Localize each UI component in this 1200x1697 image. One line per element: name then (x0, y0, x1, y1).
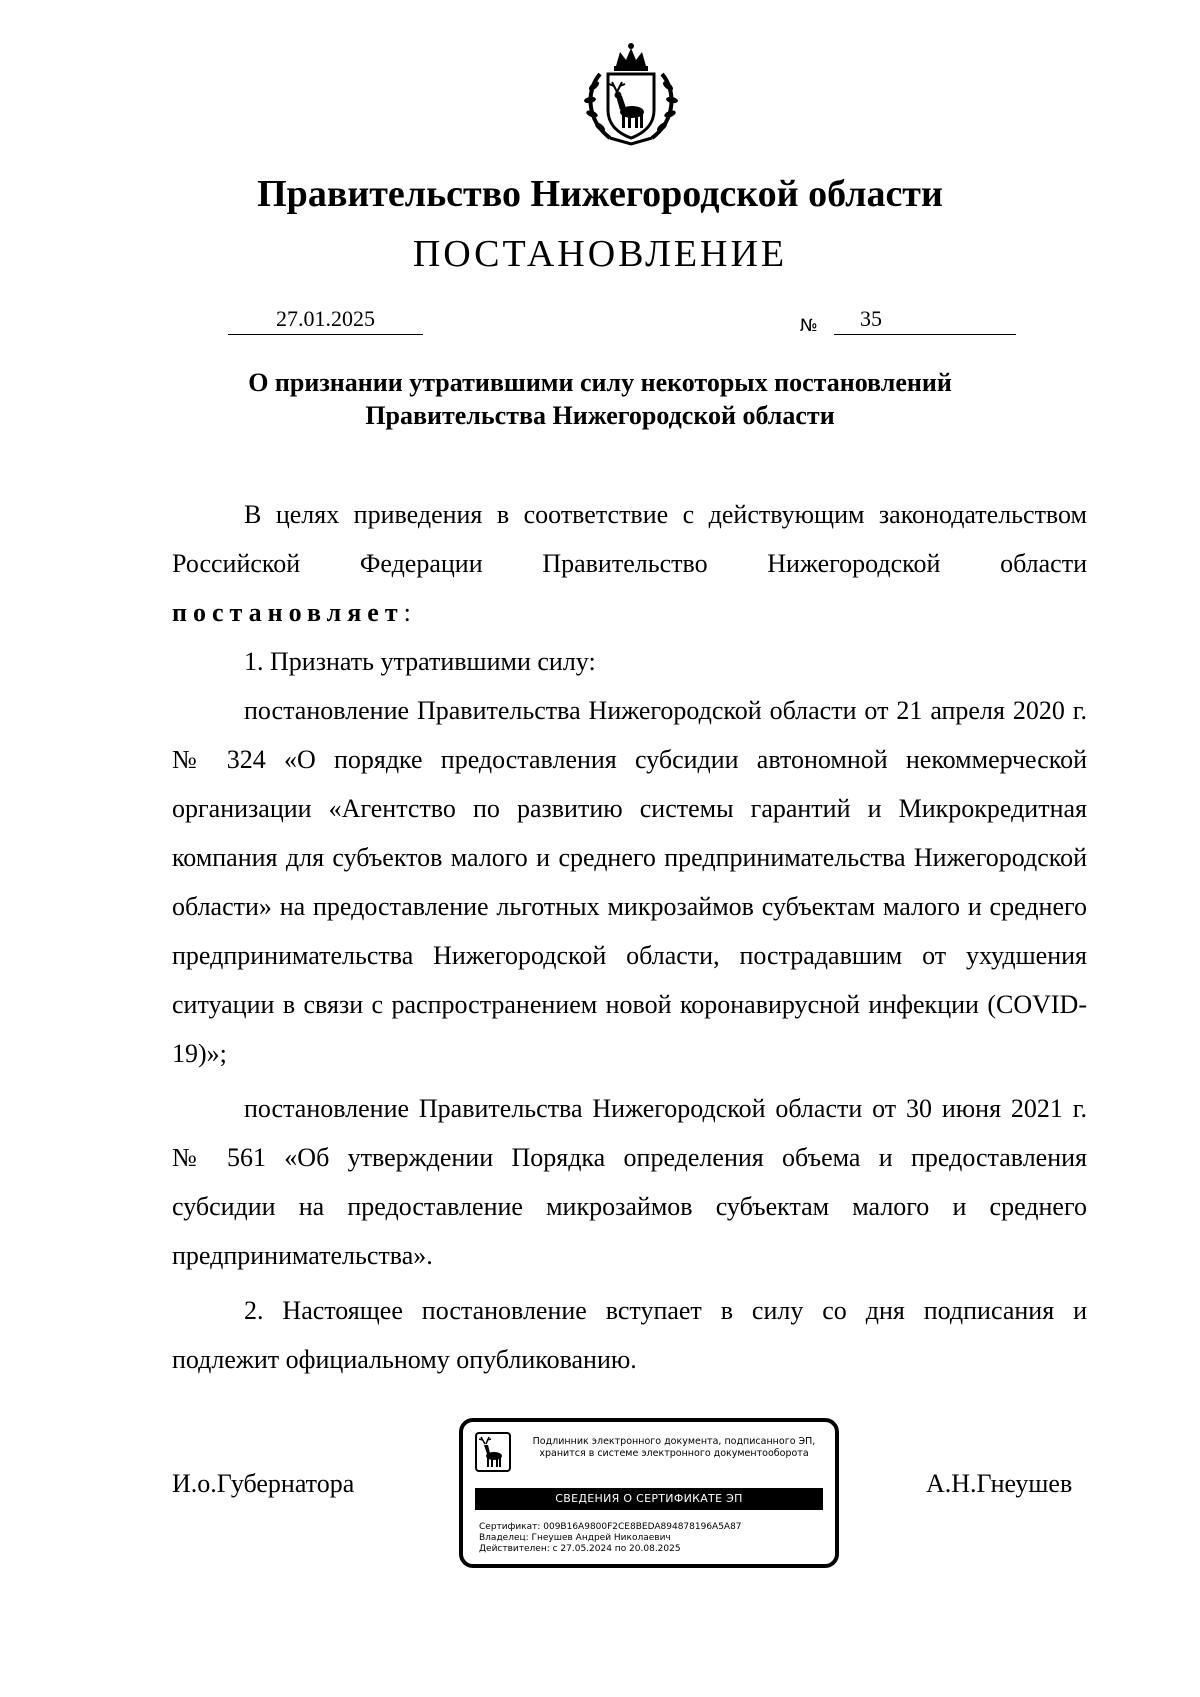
e-signature-stamp (459, 1418, 839, 1568)
deer-emblem-icon (475, 1432, 511, 1472)
repealed-act-2: постановление Правительства Нижегородской области от 30 июня 2021 г. № 561 «Об утверждении Порядка определения объема и предоставления субсидии на предоставление микрозаймов субъектам малого и среднего предпринимательства». (172, 1094, 1087, 1270)
stamp-note-line-2: хранится в системе электронного документооборота (539, 1447, 809, 1459)
certificate-details (479, 1522, 742, 1555)
certificate-validity: Действителен: с 27.05.2024 по 20.08.2025 (479, 1544, 681, 1554)
stamp-note-line-1: Подлинник электронного документа, подписанного ЭП, (532, 1436, 816, 1447)
document-type: ПОСТАНОВЛЕНИЕ (412, 233, 788, 275)
repealed-act-1: постановление Правительства Нижегородской области от 21 апреля 2020 г. № 324 «О порядке предоставления субсидии автономной некоммерческой организации «Агентство по развитию системы гарантий и Микрокредитная компания для субъектов малого и среднего предпринимательства Нижегородской области» на предоставление льготных микрозаймов субъектам малого и среднего предпринимательства Нижегородской области, пострадавшим от ухудшения ситуации в связи с распространением новой коронавирусной инфекции (COVID-19)»; (172, 696, 1087, 1068)
document-body (172, 490, 1087, 1384)
certificate-owner: Владелец: Гнеушев Андрей Николаевич (479, 1533, 671, 1543)
document-number: 35 (860, 306, 882, 331)
intro-paragraph (172, 490, 1087, 637)
stamp-note (515, 1436, 833, 1459)
signer-title: И.о.Губернатора (172, 1469, 355, 1498)
number-sign: № (800, 316, 818, 336)
document-subject (0, 366, 1200, 432)
subject-line-2: Правительства Нижегородской области (365, 401, 835, 430)
subject-line-1: О признании утратившими силу некоторых постановлений (248, 368, 952, 397)
certificate-id: Сертификат: 009B16A9800F2CE8BEDA894878196A5A87 (479, 1522, 742, 1532)
document-number-field (834, 306, 1016, 335)
intro-text: В целях приведения в соответствие с действующим законодательством Российской Федерации Правительство Нижегородской области (172, 500, 1087, 578)
coat-of-arms-icon (576, 40, 686, 148)
document-date: 27.01.2025 (228, 306, 423, 335)
item-1: 1. Признать утратившими силу: (244, 647, 596, 676)
certificate-header: СВЕДЕНИЯ О СЕРТИФИКАТЕ ЭП (475, 1488, 823, 1510)
decree-word: постановляет (172, 598, 404, 627)
signer-name: А.Н.Гнеушев (926, 1469, 1073, 1498)
decree-colon: : (403, 598, 411, 627)
item-2: 2. Настоящее постановление вступает в силу со дня подписания и подлежит официальному опубликованию. (172, 1296, 1087, 1374)
government-title: Правительство Нижегородской области (257, 173, 943, 215)
